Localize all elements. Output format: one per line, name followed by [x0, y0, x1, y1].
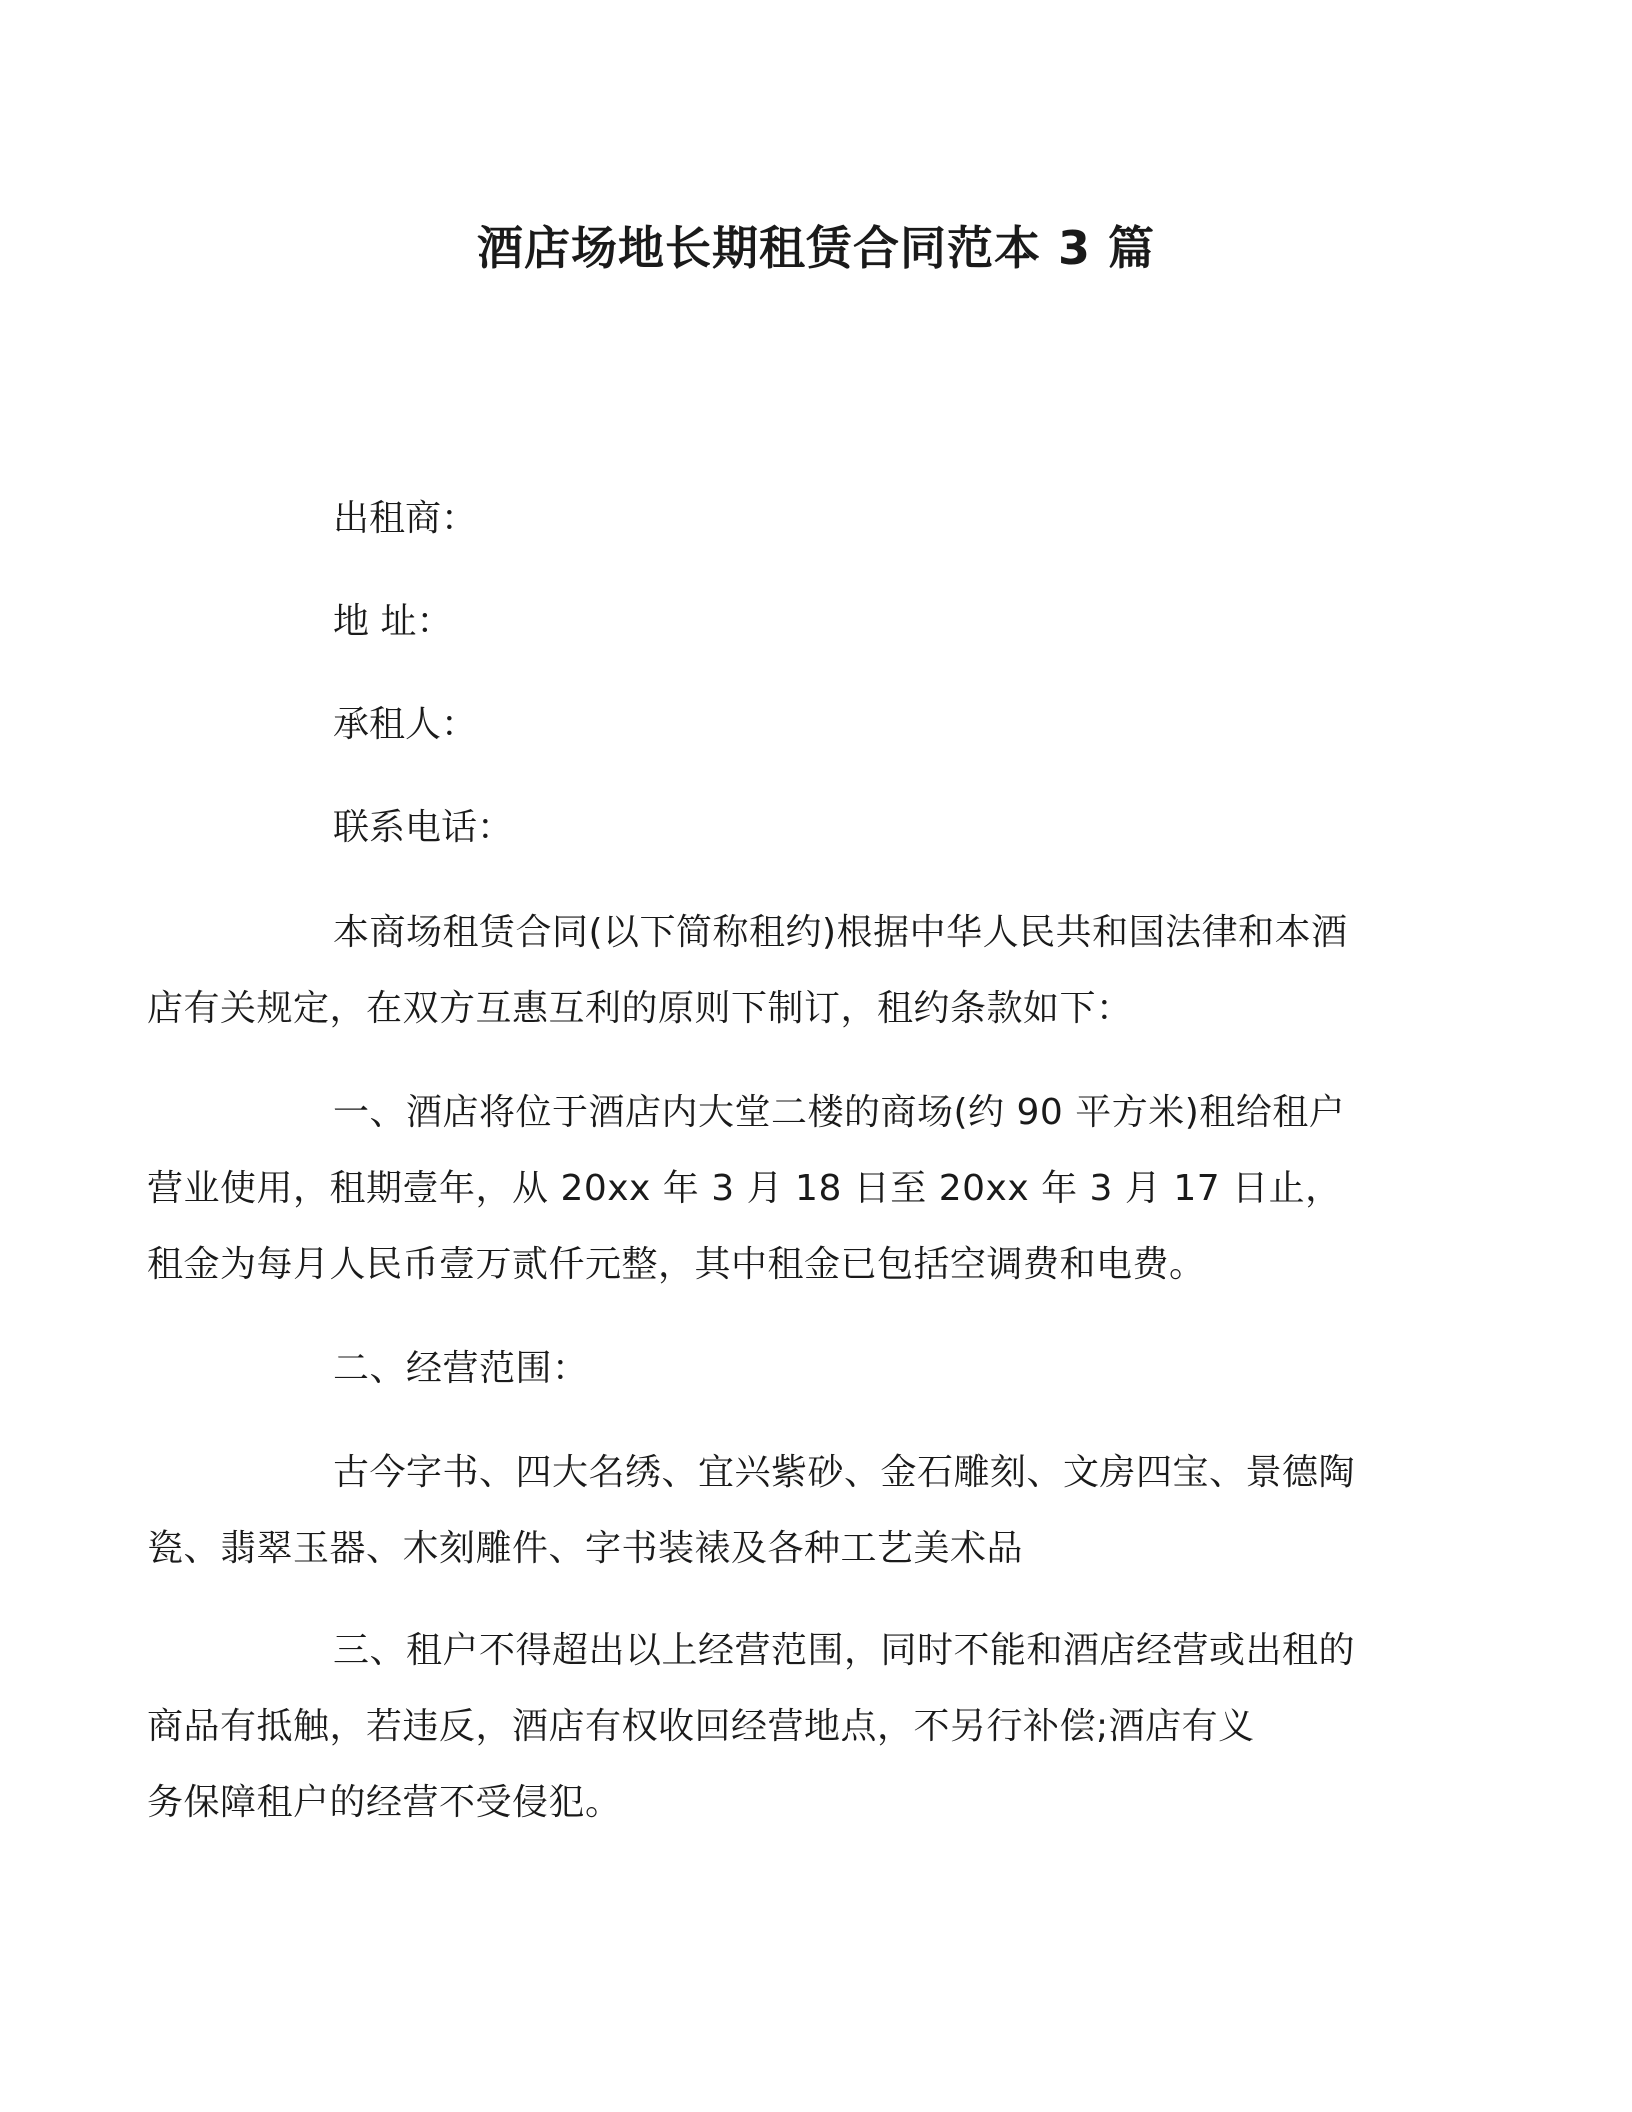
clause-2-line-1: 二、经营范围：: [333, 1348, 589, 1389]
clause-1-paragraph: [147, 1075, 1370, 1303]
lessee-field: 承租人：: [333, 704, 478, 745]
scope-line-2: 瓷、翡翠玉器、木刻雕件、字书装裱及各种工艺美术品: [147, 1528, 1024, 1569]
clause-2-heading: [240, 1331, 1370, 1407]
clause-3-line-1: 三、租户不得超出以上经营范围，同时不能和酒店经营或出租的: [333, 1630, 1356, 1671]
clause-1-line-2: 营业使用，租期壹年，从 20xx 年 3 月 18 日至 20xx 年 3 月 17 日止，: [147, 1168, 1342, 1209]
scope-line-1: 古今字书、四大名绣、宜兴紫砂、金石雕刻、文房四宝、景德陶: [333, 1452, 1356, 1493]
document-title: 酒店场地长期租赁合同范本 3 篇: [476, 221, 1156, 275]
business-scope-paragraph: [147, 1435, 1370, 1587]
address-field: 地 址：: [333, 601, 453, 642]
clause-1-line-1: 一、酒店将位于酒店内大堂二楼的商场(约 90 平方米)租给租户: [333, 1092, 1346, 1133]
phone-field: 联系电话：: [333, 807, 514, 848]
intro-paragraph: [147, 895, 1370, 1047]
clause-1-line-3: 租金为每月人民币壹万贰仟元整，其中租金已包括空调费和电费。: [147, 1244, 1206, 1285]
lessor-field: 出租商：: [333, 498, 478, 539]
clause-3-line-2: 商品有抵触，若违反，酒店有权收回经营地点，不另行补偿;酒店有义: [147, 1706, 1255, 1747]
intro-line-1: 本商场租赁合同(以下简称租约)根据中华人民共和国法律和本酒: [333, 912, 1348, 953]
clause-3-paragraph: [147, 1613, 1370, 1841]
clause-3-line-3: 务保障租户的经营不受侵犯。: [147, 1782, 622, 1823]
intro-line-2: 店有关规定，在双方互惠互利的原则下制订，租约条款如下：: [147, 988, 1133, 1029]
